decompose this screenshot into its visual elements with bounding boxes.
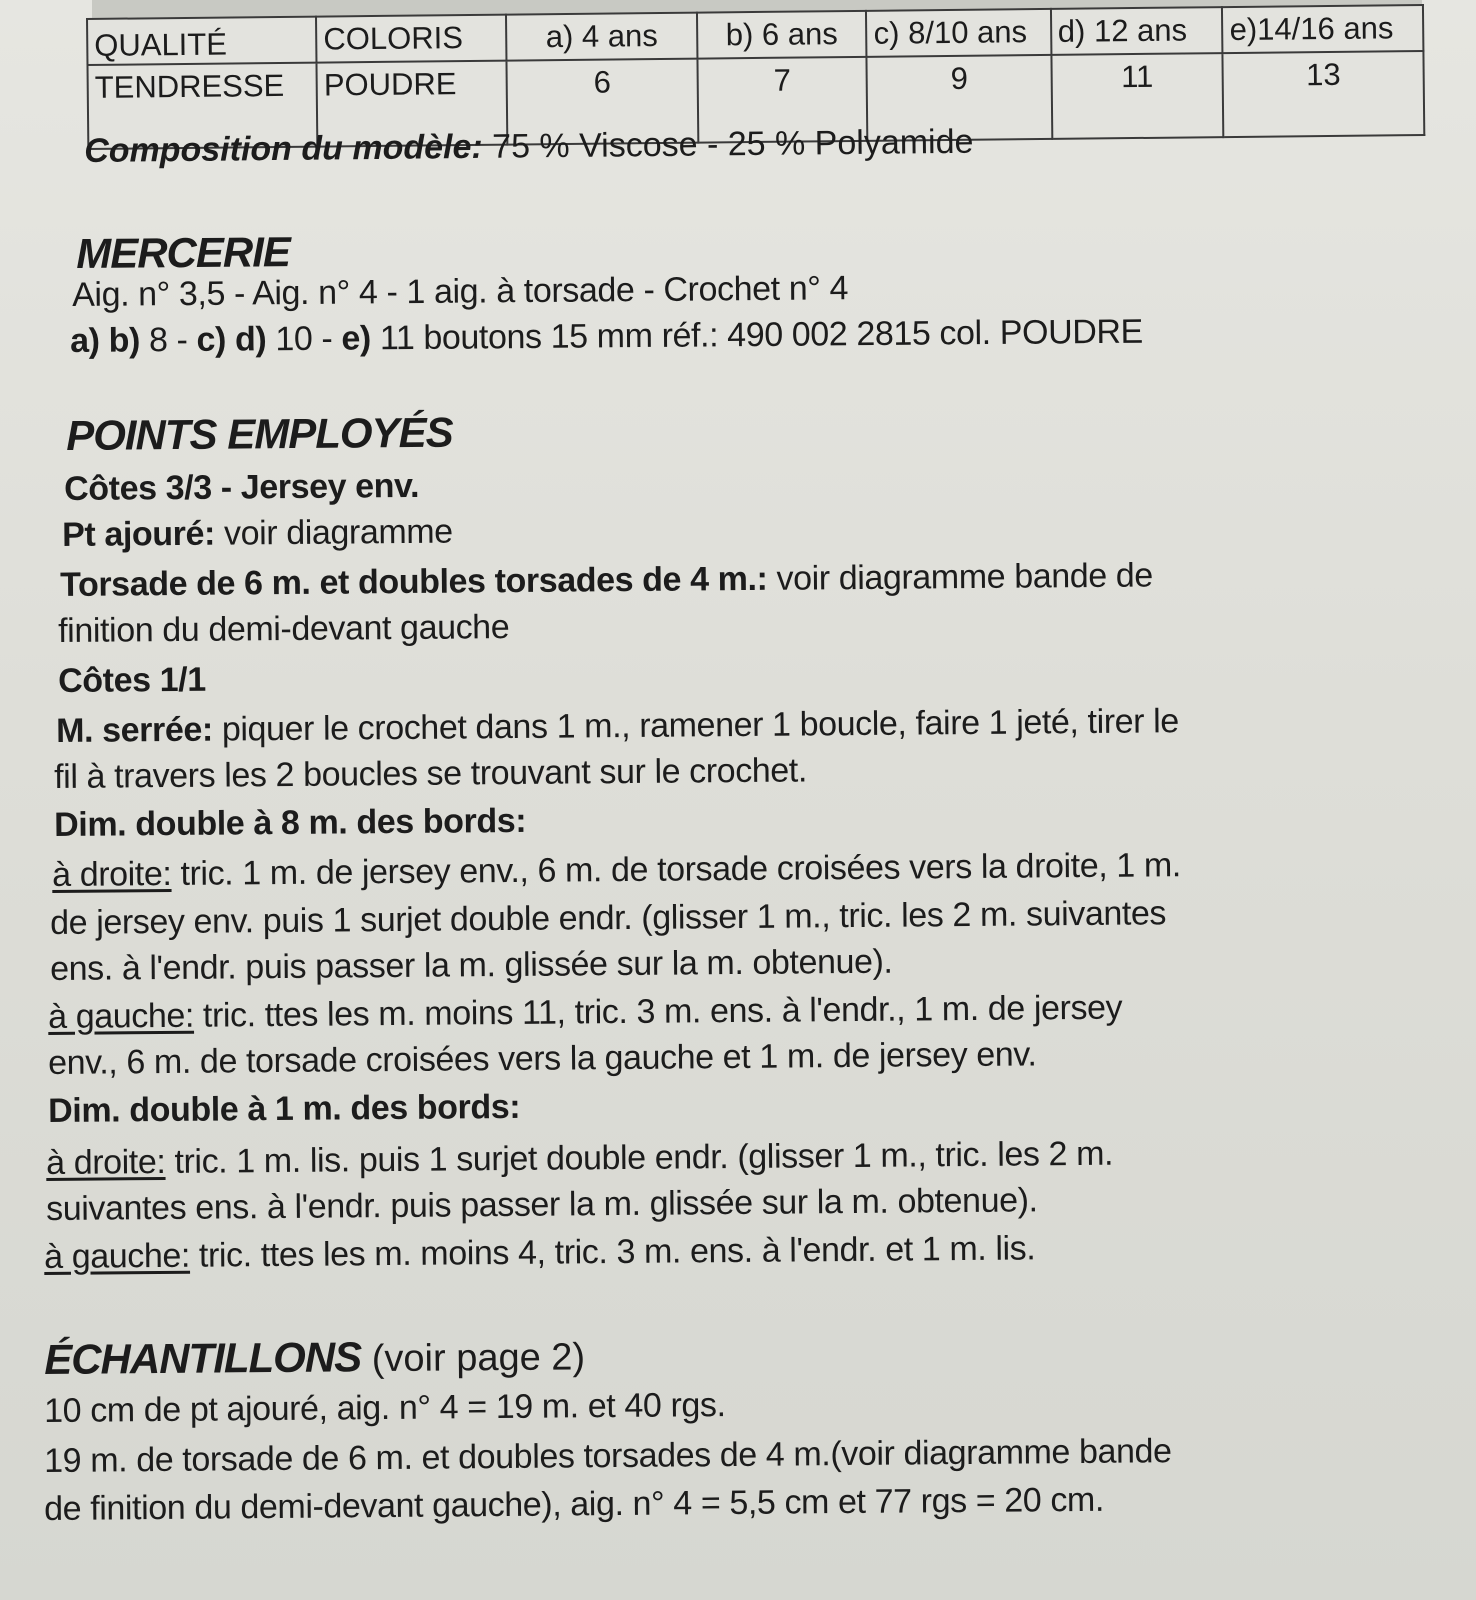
header-size-c: c) 8/10 ans: [866, 9, 1051, 57]
cell-size-b: 7: [697, 57, 868, 143]
cell-size-e: 13: [1223, 51, 1424, 137]
header-size-a: a) 4 ans: [506, 13, 697, 61]
cell-qualite: TENDRESSE: [87, 63, 317, 149]
count-cd: 10 -: [266, 319, 342, 359]
cell-size-c: 9: [867, 55, 1052, 141]
mercerie-title: MERCERIE: [76, 228, 291, 277]
pt-ajoure-label: Pt ajouré:: [62, 514, 216, 554]
dim1-droite-line-1: [46, 1135, 1113, 1183]
m-serree-label: M. serrée:: [56, 710, 213, 750]
buttons-text: 11 boutons 15 mm réf.: 490 002 2815 col. POUDRE: [370, 312, 1144, 358]
dim8-gauche-label: à gauche:: [48, 996, 195, 1036]
dim1-gauche-text-1: tric. ttes les m. moins 4, tric. 3 m. ens. à l'endr. et 1 m. lis.: [189, 1229, 1036, 1275]
dim1-droite-line-2: suivantes ens. à l'endr. puis passer la m. glissée sur la m. obtenue).: [46, 1181, 1038, 1228]
sizes-cd: c) d): [196, 320, 267, 359]
cell-size-d: 11: [1051, 53, 1224, 139]
m-serree-line-1: [56, 702, 1179, 751]
points-title: POINTS EMPLOYÉS: [66, 408, 453, 459]
dim8-droite-line-2: de jersey env. puis 1 surjet double endr. (glisser 1 m., tric. les 2 m. suivantes: [50, 894, 1167, 942]
composition-line: [84, 123, 974, 171]
header-coloris: COLORIS: [316, 15, 507, 63]
header-size-e: e)14/16 ans: [1222, 5, 1423, 53]
cell-coloris: POUDRE: [317, 61, 508, 147]
m-serree-text: piquer le crochet dans 1 m., ramener 1 boucle, faire 1 jeté, tirer le: [212, 702, 1179, 749]
cotes-3-3: Côtes 3/3 - Jersey env.: [64, 466, 420, 508]
echantillons-page-ref: (voir page 2): [361, 1336, 586, 1381]
echantillons-heading: [44, 1331, 585, 1384]
echantillon-line-2: 19 m. de torsade de 6 m. et doubles torsades de 4 m.(voir diagramme bande: [44, 1432, 1172, 1480]
dim8-droite-label: à droite:: [52, 854, 172, 894]
torsade-label: Torsade de 6 m. et doubles torsades de 4 m.:: [60, 559, 768, 604]
mercerie-line-2: [70, 313, 1143, 361]
cell-size-a: 6: [507, 59, 698, 145]
header-size-d: d) 12 ans: [1051, 7, 1223, 55]
dim1-title: Dim. double à 1 m. des bords:: [48, 1087, 521, 1130]
m-serree-line-2: fil à travers les 2 boucles se trouvant sur le crochet.: [54, 751, 808, 796]
torsade-text: voir diagramme bande de: [767, 556, 1154, 598]
dim1-droite-label: à droite:: [46, 1142, 166, 1182]
size-e: e): [341, 319, 371, 358]
echantillon-line-3: de finition du demi-devant gauche), aig. n° 4 = 5,5 cm et 77 rgs = 20 cm.: [44, 1480, 1105, 1528]
dim1-gauche-line-1: [44, 1229, 1036, 1277]
pt-ajoure-text: voir diagramme: [214, 512, 453, 553]
echantillons-title: ÉCHANTILLONS: [44, 1333, 362, 1383]
dim8-droite-text-1: tric. 1 m. de jersey env., 6 m. de torsade croisées vers la droite, 1 m.: [171, 846, 1182, 893]
header-qualite: QUALITÉ: [87, 17, 317, 65]
dim1-droite-text-1: tric. 1 m. lis. puis 1 surjet double endr. (glisser 1 m., tric. les 2 m.: [165, 1134, 1114, 1181]
torsade-line-2: finition du demi-devant gauche: [58, 608, 510, 650]
dim8-droite-line-3: ens. à l'endr. puis passer la m. glissée sur la m. obtenue).: [50, 942, 893, 988]
composition-label: Composition du modèle:: [84, 127, 483, 170]
mercerie-line-1: Aig. n° 3,5 - Aig. n° 4 - 1 aig. à torsade - Crochet n° 4: [72, 269, 849, 314]
dim8-gauche-text-1: tric. ttes les m. moins 11, tric. 3 m. ens. à l'endr., 1 m. de jersey: [193, 988, 1123, 1035]
echantillon-line-1: 10 cm de pt ajouré, aig. n° 4 = 19 m. et 40 rgs.: [44, 1386, 726, 1430]
cotes-1-1: Côtes 1/1: [58, 660, 206, 700]
sizes-ab: a) b): [70, 321, 141, 360]
composition-value: 75 % Viscose - 25 % Polyamide: [482, 122, 974, 166]
pt-ajoure-line: [62, 513, 453, 555]
torsade-line-1: [60, 556, 1153, 605]
count-ab: 8 -: [139, 320, 197, 360]
dim1-gauche-label: à gauche:: [44, 1236, 191, 1276]
dim8-title: Dim. double à 8 m. des bords:: [54, 801, 527, 844]
dim8-gauche-line-2: env., 6 m. de torsade croisées vers la gauche et 1 m. de jersey env.: [48, 1035, 1037, 1082]
header-size-b: b) 6 ans: [697, 11, 867, 59]
dim8-gauche-line-1: [48, 989, 1122, 1037]
dim8-droite-line-1: [52, 846, 1181, 895]
